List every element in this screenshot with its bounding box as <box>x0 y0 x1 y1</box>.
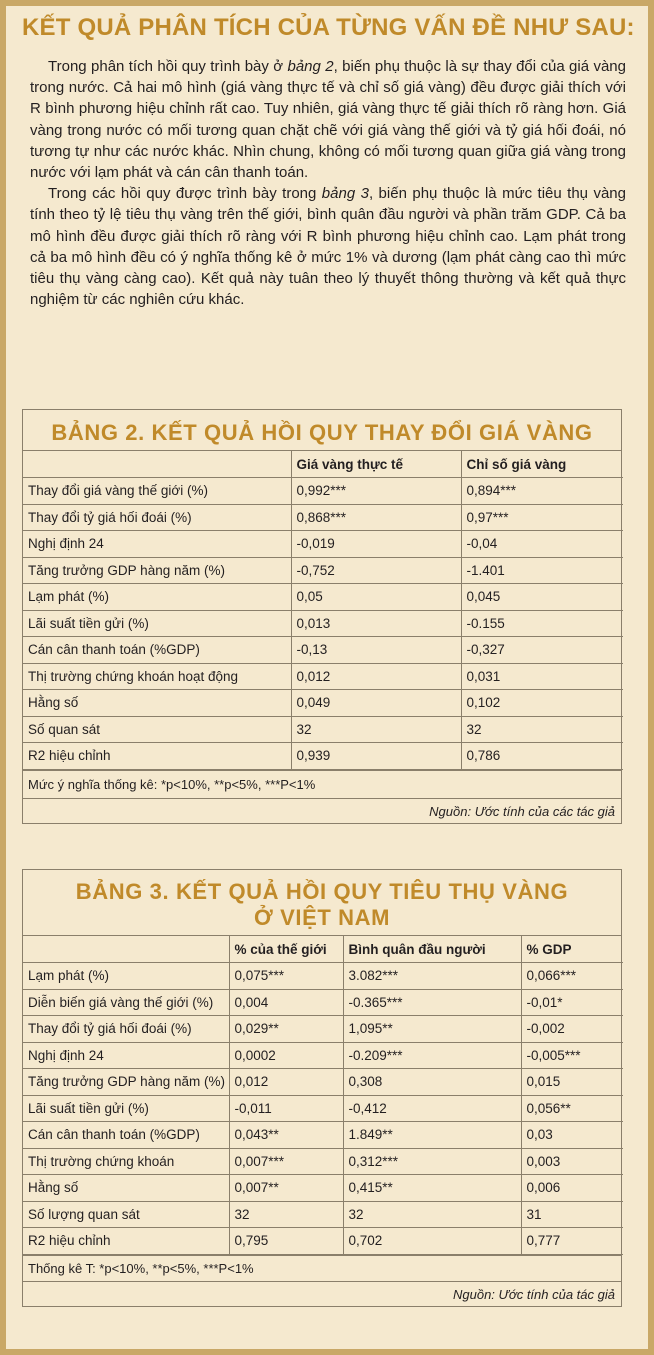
table-cell: 0,043** <box>229 1122 343 1149</box>
table-cell: -0,019 <box>291 531 461 558</box>
row-label: Thay đổi tỷ giá hối đoái (%) <box>23 504 291 531</box>
table-2-title: BẢNG 2. KẾT QUẢ HỒI QUY THAY ĐỔI GIÁ VÀNG <box>23 410 621 451</box>
table-cell: -0.365*** <box>343 989 521 1016</box>
table-cell: 0,007*** <box>229 1148 343 1175</box>
row-label: Thị trường chứng khoán <box>23 1148 229 1175</box>
table-row <box>23 1201 623 1228</box>
table-cell: -0,13 <box>291 637 461 664</box>
row-label: Nghị định 24 <box>23 1042 229 1069</box>
row-label: Lãi suất tiền gửi (%) <box>23 1095 229 1122</box>
table-cell: -0,002 <box>521 1016 623 1043</box>
table-row <box>23 716 623 743</box>
table-cell: 0,894*** <box>461 478 623 505</box>
row-label: Thay đổi giá vàng thế giới (%) <box>23 478 291 505</box>
table-row <box>23 1175 623 1202</box>
table-cell: 0,312*** <box>343 1148 521 1175</box>
table-cell: 0,056** <box>521 1095 623 1122</box>
table-cell: 0,007** <box>229 1175 343 1202</box>
table-row <box>23 1228 623 1255</box>
section-title: KẾT QUẢ PHÂN TÍCH CỦA TỪNG VẤN ĐỀ NHƯ SAU: <box>22 14 635 41</box>
table-row <box>23 1069 623 1096</box>
table-row <box>23 557 623 584</box>
row-label: Lạm phát (%) <box>23 584 291 611</box>
row-label: Thay đổi tỷ giá hối đoái (%) <box>23 1016 229 1043</box>
row-label: Hằng số <box>23 690 291 717</box>
table-cell: -0,005*** <box>521 1042 623 1069</box>
table-3-grid <box>23 936 623 1255</box>
table-cell: 0,939 <box>291 743 461 770</box>
table-cell: 0,308 <box>343 1069 521 1096</box>
table-row <box>23 504 623 531</box>
table-cell: 0,066*** <box>521 963 623 990</box>
table-cell: 32 <box>291 716 461 743</box>
column-header <box>23 451 291 478</box>
table-cell: 3.082*** <box>343 963 521 990</box>
table-cell: 0,03 <box>521 1122 623 1149</box>
table-reference: bảng 2 <box>287 58 334 75</box>
table-cell: 0,415** <box>343 1175 521 1202</box>
row-label: Diễn biến giá vàng thế giới (%) <box>23 989 229 1016</box>
table-cell: 32 <box>343 1201 521 1228</box>
table-2-note: Mức ý nghĩa thống kê: *p<10%, **p<5%, ***P<1% <box>23 770 621 798</box>
column-header: Bình quân đầu người <box>343 936 521 963</box>
table-2-grid <box>23 451 623 770</box>
table-cell: 32 <box>229 1201 343 1228</box>
table-cell: 0,049 <box>291 690 461 717</box>
row-label: Số lượng quan sát <box>23 1201 229 1228</box>
table-3 <box>22 869 622 1307</box>
table-row <box>23 1095 623 1122</box>
table-cell: -0,412 <box>343 1095 521 1122</box>
table-cell: 0,868*** <box>291 504 461 531</box>
row-label: Cán cân thanh toán (%GDP) <box>23 637 291 664</box>
table-3-source: Nguồn: Ước tính của tác giả <box>23 1281 621 1306</box>
table-cell: 0,012 <box>291 663 461 690</box>
table-cell: 0,003 <box>521 1148 623 1175</box>
table-row <box>23 989 623 1016</box>
column-header <box>23 936 229 963</box>
column-header: Chỉ số giá vàng <box>461 451 623 478</box>
table-cell: 0,786 <box>461 743 623 770</box>
table-cell: -0.209*** <box>343 1042 521 1069</box>
table-cell: 0,0002 <box>229 1042 343 1069</box>
table-cell: -0,752 <box>291 557 461 584</box>
table-cell: 0,777 <box>521 1228 623 1255</box>
table-cell: 0,702 <box>343 1228 521 1255</box>
table-row <box>23 1016 623 1043</box>
table-cell: -0,04 <box>461 531 623 558</box>
table-cell: 0,006 <box>521 1175 623 1202</box>
table-row <box>23 743 623 770</box>
table-cell: 0,05 <box>291 584 461 611</box>
header-row <box>23 936 623 963</box>
table-cell: 0,992*** <box>291 478 461 505</box>
row-label: Nghị định 24 <box>23 531 291 558</box>
table-cell: -0,01* <box>521 989 623 1016</box>
row-label: R2 hiệu chỉnh <box>23 1228 229 1255</box>
table-row <box>23 1122 623 1149</box>
table-row <box>23 690 623 717</box>
table-cell: 32 <box>461 716 623 743</box>
table-cell: 0,102 <box>461 690 623 717</box>
table-row <box>23 478 623 505</box>
table-cell: -0,011 <box>229 1095 343 1122</box>
table-cell: 0,031 <box>461 663 623 690</box>
table-reference: bảng 3 <box>321 185 369 203</box>
row-label: Hằng số <box>23 1175 229 1202</box>
article-body <box>30 56 626 310</box>
row-label: Số quan sát <box>23 716 291 743</box>
row-label: Thị trường chứng khoán hoạt động <box>23 663 291 690</box>
table-cell: 0,012 <box>229 1069 343 1096</box>
table-cell: 0,075*** <box>229 963 343 990</box>
table-cell: 0,029** <box>229 1016 343 1043</box>
row-label: Cán cân thanh toán (%GDP) <box>23 1122 229 1149</box>
paragraph-2: Trong các hồi quy được trình bày trong bảng 3, biến phụ thuộc là mức tiêu thụ vàng tính theo tỷ lệ tiêu thụ vàng trên thế giới, bình quân đầu người và phần trăm GDP. Cả ba mô hình đều được giải thích rõ ràng với R bình phương hiệu chỉnh cao. Lạm phát trong cả ba mô hình đều có ý nghĩa thống kê ở mức 1% và dương (lạm phát càng cao thì mức tiêu thụ vàng càng cao). Kết quả này tuân theo lý thuyết thông thường và kết quả thực nghiệm từ các nghiên cứu khác. <box>30 185 626 309</box>
table-row <box>23 610 623 637</box>
table-cell: 1,095** <box>343 1016 521 1043</box>
table-row <box>23 531 623 558</box>
table-3-title: BẢNG 3. KẾT QUẢ HỒI QUY TIÊU THỤ VÀNG Ở VIỆT NAM <box>23 870 621 936</box>
table-2-source: Nguồn: Ước tính của các tác giả <box>23 798 621 823</box>
table-cell: -1.401 <box>461 557 623 584</box>
column-header: % GDP <box>521 936 623 963</box>
row-label: Tăng trưởng GDP hàng năm (%) <box>23 557 291 584</box>
row-label: Lạm phát (%) <box>23 963 229 990</box>
table-cell: 0,045 <box>461 584 623 611</box>
row-label: R2 hiệu chỉnh <box>23 743 291 770</box>
table-row <box>23 637 623 664</box>
table-cell: 0,013 <box>291 610 461 637</box>
table-cell: -0.155 <box>461 610 623 637</box>
table-cell: -0,327 <box>461 637 623 664</box>
paragraph-1: Trong phân tích hồi quy trình bày ở bảng 2, biến phụ thuộc là sự thay đổi của giá vàng trong nước. Cả hai mô hình (giá vàng thực tế và chỉ số giá vàng) đều được giải thích với R bình phương hiệu chỉnh rất cao. Tuy nhiên, giá vàng thực tế giải thích rõ ràng hơn. Giá vàng trong nước có mối tương quan chặt chẽ với giá vàng thế giới và tỷ giá hối đoái, nó tương tự như các nước khác. Nhìn chung, không có mối tương quan giữa giá vàng trong nước với lạm phát và cán cân thanh toán. <box>30 58 626 182</box>
table-cell: 0,015 <box>521 1069 623 1096</box>
column-header: Giá vàng thực tế <box>291 451 461 478</box>
row-label: Lãi suất tiền gửi (%) <box>23 610 291 637</box>
table-row <box>23 1042 623 1069</box>
table-row <box>23 963 623 990</box>
header-row <box>23 451 623 478</box>
table-3-note: Thống kê T: *p<10%, **p<5%, ***P<1% <box>23 1255 621 1281</box>
table-cell: 31 <box>521 1201 623 1228</box>
row-label: Tăng trưởng GDP hàng năm (%) <box>23 1069 229 1096</box>
table-cell: 0,97*** <box>461 504 623 531</box>
table-cell: 1.849** <box>343 1122 521 1149</box>
table-row <box>23 663 623 690</box>
table-2 <box>22 409 622 824</box>
table-row <box>23 584 623 611</box>
table-cell: 0,004 <box>229 989 343 1016</box>
table-row <box>23 1148 623 1175</box>
table-cell: 0,795 <box>229 1228 343 1255</box>
column-header: % của thế giới <box>229 936 343 963</box>
